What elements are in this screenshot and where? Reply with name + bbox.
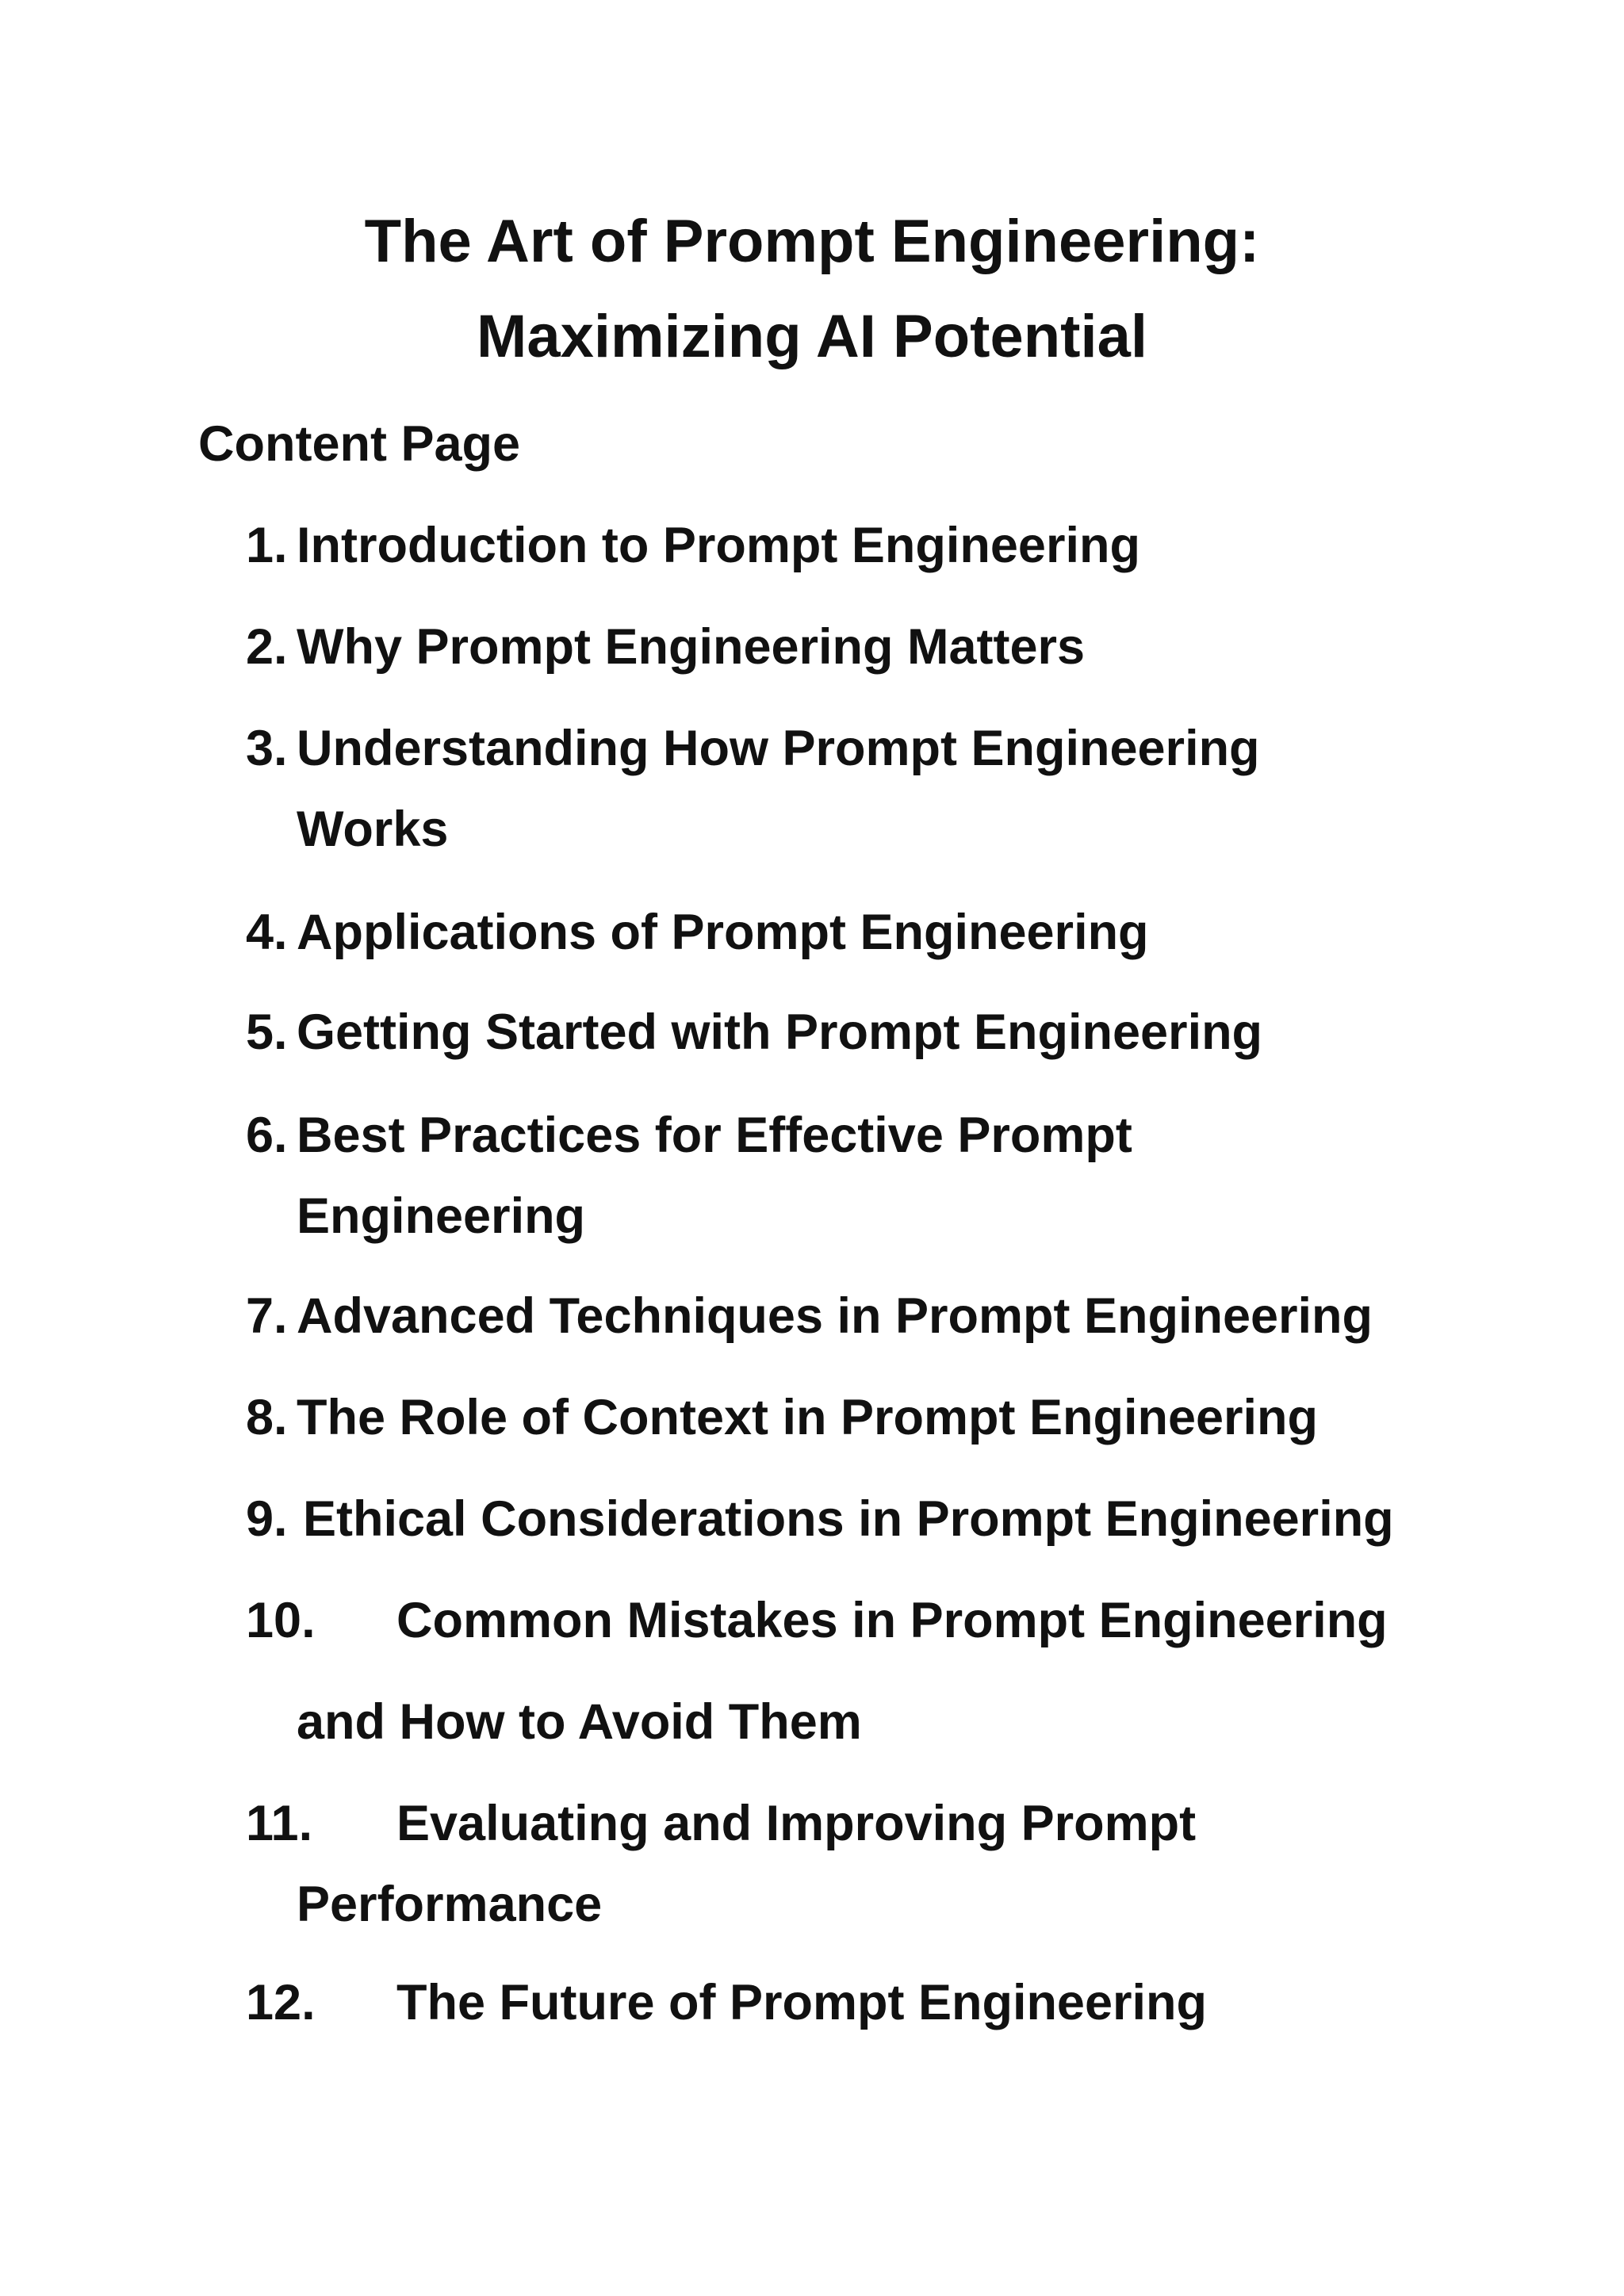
toc-item-number: 3. (246, 721, 288, 776)
document-title-line-2: Maximizing AI Potential (477, 303, 1147, 370)
toc-item-text-continued: and How to Avoid Them (297, 1694, 862, 1750)
toc-item-number: 1. (246, 518, 288, 573)
toc-item-text: Getting Started with Prompt Engineering (297, 1004, 1263, 1060)
toc-item-number: 5. (246, 1004, 288, 1060)
toc-item-text: Introduction to Prompt Engineering (297, 518, 1140, 573)
toc-item-number: 8. (246, 1390, 288, 1445)
content-page-heading: Content Page (198, 416, 521, 472)
toc-item-number: 10. (246, 1593, 316, 1648)
toc-item-number: 12. (246, 1975, 316, 2030)
toc-item-text: Understanding How Prompt Engineering (297, 721, 1260, 776)
toc-item-text: Applications of Prompt Engineering (297, 905, 1149, 960)
toc-item-text: Evaluating and Improving Prompt (396, 1796, 1197, 1851)
toc-item-text: Ethical Considerations in Prompt Engineering (303, 1491, 1394, 1547)
toc-item-text: Common Mistakes in Prompt Engineering (396, 1593, 1388, 1648)
toc-item-text: The Future of Prompt Engineering (396, 1975, 1207, 2030)
document-title-line-1: The Art of Prompt Engineering: (364, 208, 1260, 275)
toc-item-text-continued: Performance (297, 1877, 603, 1932)
toc-item-number: 11. (246, 1796, 313, 1851)
toc-item-number: 6. (246, 1108, 288, 1163)
toc-item-number: 9. (246, 1491, 288, 1547)
toc-item-text-continued: Works (297, 802, 449, 857)
toc-item-number: 4. (246, 905, 288, 960)
toc-item-number: 2. (246, 619, 288, 675)
toc-item-number: 7. (246, 1288, 288, 1344)
toc-item-text: The Role of Context in Prompt Engineering (297, 1390, 1319, 1445)
toc-item-text: Advanced Techniques in Prompt Engineering (297, 1288, 1373, 1344)
toc-item-text: Best Practices for Effective Prompt (297, 1108, 1132, 1163)
toc-item-text: Why Prompt Engineering Matters (297, 619, 1086, 675)
toc-item-text-continued: Engineering (297, 1188, 586, 1244)
